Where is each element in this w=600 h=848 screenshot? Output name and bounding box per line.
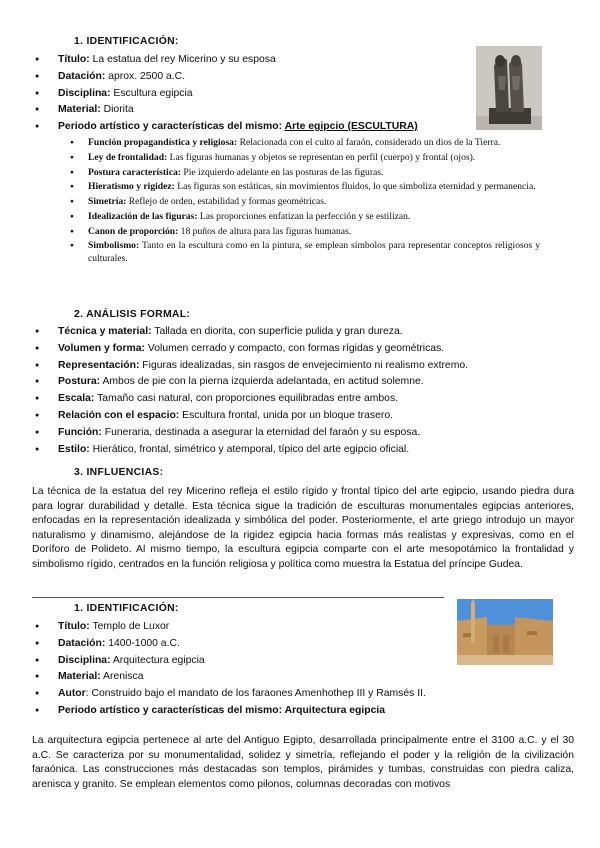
formal-analysis-list: [0, 324, 468, 458]
list-item: ● Escala: Tamaño casi natural, con proporciones equilibradas entre ambos.: [0, 391, 468, 408]
list-item: ● Técnica y material: Tallada en diorita, con superficie pulida y gran dureza.: [0, 324, 468, 341]
list-item: ● Título: La estatua del rey Micerino y su esposa: [0, 52, 418, 69]
list-item: ● Estilo: Hierático, frontal, simétrico y atemporal, típico del arte egipcio oficial.: [0, 442, 468, 459]
list-item: ● Volumen y forma: Volumen cerrado y compacto, con formas rígidas y geométricas.: [0, 341, 468, 358]
list-item: ● Idealización de las figuras: Las proporciones enfatizan la perfección y se estilizan.: [0, 211, 540, 224]
characteristics-list: [0, 137, 540, 268]
list-item: ● Ley de frontalidad: Las figuras humanas y objetos se representan en perfil (cuerpo) y frontal (ojos).: [0, 152, 540, 165]
list-item: ● Función: Funeraria, destinada a asegurar la eternidad del faraón y su esposa.: [0, 425, 468, 442]
list-item: ● Datación: aprox. 2500 a.C.: [0, 69, 418, 86]
list-item: ● Periodo artístico y características del mismo: Arte egipcio (ESCULTURA): [0, 119, 418, 136]
list-item: ● Título: Templo de Luxor: [0, 619, 426, 636]
list-item: ● Postura: Ambos de pie con la pierna izquierda adelantada, en actitud solemne.: [0, 374, 468, 391]
list-item: ● Disciplina: Escultura egipcia: [0, 86, 418, 103]
temple-photo: [457, 599, 553, 665]
temple-image: [457, 599, 553, 665]
section-heading-influencias: 3. INFLUENCIAS:: [74, 467, 164, 478]
list-item: ● Disciplina: Arquitectura egipcia: [0, 653, 426, 670]
list-item: ● Material: Arenisca: [0, 669, 426, 686]
list-item: ● Material: Diorita: [0, 102, 418, 119]
list-item: ● Periodo artístico y características del mismo: Arquitectura egipcia: [0, 703, 426, 720]
identification-list: [0, 52, 418, 136]
list-item: ● Autor: Construido bajo el mandato de los faraones Amenhothep III y Ramsés II.: [0, 686, 426, 703]
list-item: ● Representación: Figuras idealizadas, sin rasgos de envejecimiento ni realismo extremo.: [0, 358, 468, 375]
list-item: ● Hieratismo y rigidez: Las figuras son estáticas, sin movimientos fluidos, lo que simboliza eternidad y permanencia.: [0, 181, 540, 194]
section-heading-identificacion: 1. IDENTIFICACIÓN:: [74, 36, 179, 47]
section-divider: [32, 597, 444, 598]
list-item: ● Simbolismo: Tanto en la escultura como en la pintura, se emplean símbolos para representar conceptos religiosos y culturales.: [0, 240, 540, 265]
list-item: ● Relación con el espacio: Escultura frontal, unida por un bloque trasero.: [0, 408, 468, 425]
statue-image: [476, 46, 542, 130]
identification-list-2: [0, 619, 426, 720]
section-heading-analisis: 2. ANÁLISIS FORMAL:: [74, 309, 191, 320]
statue-photo: [476, 46, 542, 130]
architecture-paragraph: La arquitectura egipcia pertenece al arte del Antiguo Egipto, desarrollada principalmente entre el 3100 a.C. y el 30 a.C. Se caracteriza por su monumentalidad, solidez y simetría, reflejando el poder y la religión de la civilización faraónica. Las construcciones más destacadas son templos, pirámides y tumbas, construidas con piedra caliza, arenisca y granito. Se emplean elementos como pilonos, columnas decoradas con motivos: [32, 735, 574, 790]
list-item: ● Función propagandística y religiosa: Relacionada con el culto al faraón, considerado un dios de la Tierra.: [0, 137, 540, 150]
list-item: ● Canon de proporción: 18 puños de altura para las figuras humanas.: [0, 226, 540, 239]
list-item: ● Postura característica: Pie izquierdo adelante en las posturas de las figuras.: [0, 167, 540, 180]
list-item: ● Datación: 1400-1000 a.C.: [0, 636, 426, 653]
list-item: ● Simetría: Reflejo de orden, estabilidad y formas geométricas.: [0, 196, 540, 209]
influences-paragraph: La técnica de la estatua del rey Micerino refleja el estilo rígido y frontal típico del arte egipcio, usando piedra dura para lograr durabilidad y detalle. Esta técnica sigue la tradición de esculturas monumentales egipcias anteriores, enfocadas en la representación idealizada y simbólica del poder. Posteriormente, el arte griego introdujo un mayor naturalismo y dinamismo, alejándose de la rigidez egipcia hacia formas más realistas y expresivas, como en el Doríforo de Polideto. Al mismo tiempo, la escultura egipcia comparte con el arte mesopotámico la frontalidad y simbolismo rígido, centrados en la función religiosa y política como muestra la Estatua del príncipe Gudea.: [32, 486, 574, 570]
section-heading-identificacion-2: 1. IDENTIFICACIÓN:: [74, 603, 179, 614]
